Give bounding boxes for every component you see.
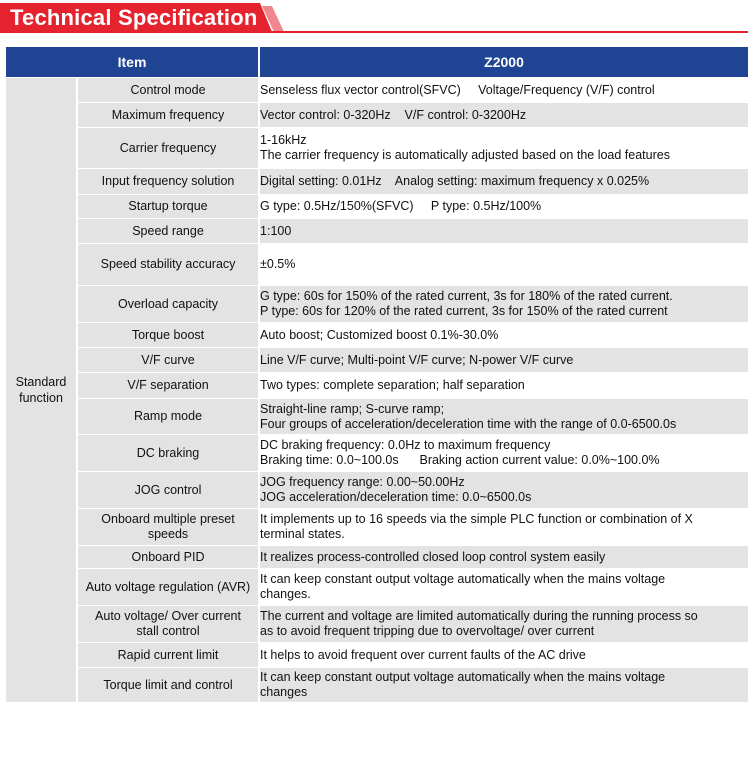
table-row: [6, 372, 748, 398]
value-line: changes: [260, 685, 308, 699]
value-line: Auto boost; Customized boost 0.1%-30.0%: [260, 327, 499, 342]
value-cell: [260, 372, 748, 398]
value-cell: [260, 508, 748, 545]
value-cell: [260, 243, 748, 285]
value-line: DC braking frequency: 0.0Hz to maximum frequency: [260, 438, 551, 452]
value-line: as to avoid frequent tripping due to overvoltage/ over current: [260, 624, 595, 638]
table-row: [6, 285, 748, 322]
spec-table: [6, 47, 748, 702]
value-cell: [260, 667, 748, 702]
value-cell: [260, 568, 748, 605]
value-line: Braking time: 0.0~100.0s Braking action current value: 0.0%~100.0%: [260, 453, 660, 467]
item-cell: Auto voltage regulation (AVR): [78, 568, 260, 605]
value-cell: [260, 545, 748, 568]
item-cell: Startup torque: [78, 194, 260, 218]
value-cell: [260, 398, 748, 434]
table-row: [6, 605, 748, 642]
value-cell: [260, 127, 748, 168]
value-line: It realizes process-controlled closed loop control system easily: [260, 549, 606, 564]
value-line: Line V/F curve; Multi-point V/F curve; N-power V/F curve: [260, 352, 574, 367]
item-cell: JOG control: [78, 471, 260, 508]
table-row: [6, 77, 748, 102]
value-line: JOG frequency range: 0.00~50.00Hz: [260, 475, 465, 489]
item-cell: Speed range: [78, 218, 260, 243]
item-cell: [78, 605, 260, 642]
value-line: Two types: complete separation; half separation: [260, 378, 525, 392]
value-line: It implements up to 16 speeds via the simple PLC function or combination of X: [260, 512, 693, 526]
item-cell: DC braking: [78, 434, 260, 471]
item-label-line: speeds: [147, 527, 189, 541]
value-line: Straight-line ramp; S-curve ramp;: [260, 401, 445, 416]
table-row: [6, 194, 748, 218]
category-label-line: Standard: [15, 375, 67, 389]
item-cell: Control mode: [78, 77, 260, 102]
category-cell: [6, 77, 78, 702]
table-header-row: [6, 47, 748, 77]
value-line: JOG acceleration/deceleration time: 0.0~6500.0s: [260, 490, 532, 504]
item-cell: Onboard PID: [78, 545, 260, 568]
table-row: [6, 545, 748, 568]
value-line: 1-16kHz: [260, 133, 307, 147]
value-line: 1:100: [260, 223, 292, 238]
item-cell: Torque limit and control: [78, 667, 260, 702]
value-cell: [260, 434, 748, 471]
item-cell: Rapid current limit: [78, 642, 260, 667]
value-cell: [260, 605, 748, 642]
title-underline: [0, 31, 748, 33]
table-row: [6, 434, 748, 471]
table-row: [6, 347, 748, 372]
table-row: [6, 471, 748, 508]
value-cell: [260, 194, 748, 218]
table-row: [6, 168, 748, 194]
value-cell: [260, 347, 748, 372]
table-row: [6, 127, 748, 168]
value-line: ±0.5%: [260, 257, 296, 271]
value-line: It can keep constant output voltage automatically when the mains voltage: [260, 572, 666, 586]
value-line: Senseless flux vector control(SFVC) Voltage/Frequency (V/F) control: [260, 82, 655, 97]
item-cell: Ramp mode: [78, 398, 260, 434]
category-label-line: function: [19, 391, 63, 405]
table-row: [6, 508, 748, 545]
value-line: It helps to avoid frequent over current faults of the AC drive: [260, 647, 586, 662]
item-cell: Speed stability accuracy: [78, 243, 260, 285]
value-line: P type: 60s for 120% of the rated current, 3s for 150% of the rated current: [260, 304, 668, 318]
value-cell: [260, 77, 748, 102]
value-cell: [260, 642, 748, 667]
table-row: [6, 218, 748, 243]
item-cell: [78, 508, 260, 545]
header-model: Z2000: [260, 47, 748, 77]
item-cell: V/F separation: [78, 372, 260, 398]
item-label-line: Onboard multiple preset: [101, 512, 235, 526]
item-label-line: Auto voltage/ Over current: [95, 609, 241, 623]
value-line: Digital setting: 0.01Hz Analog setting: maximum frequency x 0.025%: [260, 174, 650, 188]
value-cell: [260, 218, 748, 243]
value-line: The carrier frequency is automatically adjusted based on the load features: [260, 148, 670, 162]
table-row: [6, 568, 748, 605]
value-line: changes.: [260, 587, 311, 601]
table-row: [6, 667, 748, 702]
table-row: [6, 322, 748, 347]
value-line: Four groups of acceleration/deceleration time with the range of 0.0-6500.0s: [260, 416, 677, 431]
item-label-line: stall control: [136, 624, 200, 638]
value-line: G type: 60s for 150% of the rated current, 3s for 180% of the rated current.: [260, 289, 673, 303]
item-cell: Input frequency solution: [78, 168, 260, 194]
value-line: Vector control: 0-320Hz V/F control: 0-3200Hz: [260, 107, 527, 122]
value-cell: [260, 168, 748, 194]
table-row: [6, 243, 748, 285]
page-title: Technical Specification: [10, 5, 258, 30]
value-cell: [260, 322, 748, 347]
value-line: It can keep constant output voltage automatically when the mains voltage: [260, 670, 666, 684]
table-row: [6, 398, 748, 434]
table-row: [6, 102, 748, 127]
value-line: The current and voltage are limited automatically during the running process so: [260, 609, 698, 623]
value-line: terminal states.: [260, 527, 345, 541]
value-line: G type: 0.5Hz/150%(SFVC) P type: 0.5Hz/100%: [260, 199, 542, 213]
item-cell: Torque boost: [78, 322, 260, 347]
item-cell: Overload capacity: [78, 285, 260, 322]
item-cell: Carrier frequency: [78, 127, 260, 168]
title-banner: [0, 0, 750, 36]
item-cell: V/F curve: [78, 347, 260, 372]
value-cell: [260, 285, 748, 322]
table-row: [6, 642, 748, 667]
header-item: Item: [6, 47, 260, 77]
value-cell: [260, 102, 748, 127]
item-cell: Maximum frequency: [78, 102, 260, 127]
value-cell: [260, 471, 748, 508]
